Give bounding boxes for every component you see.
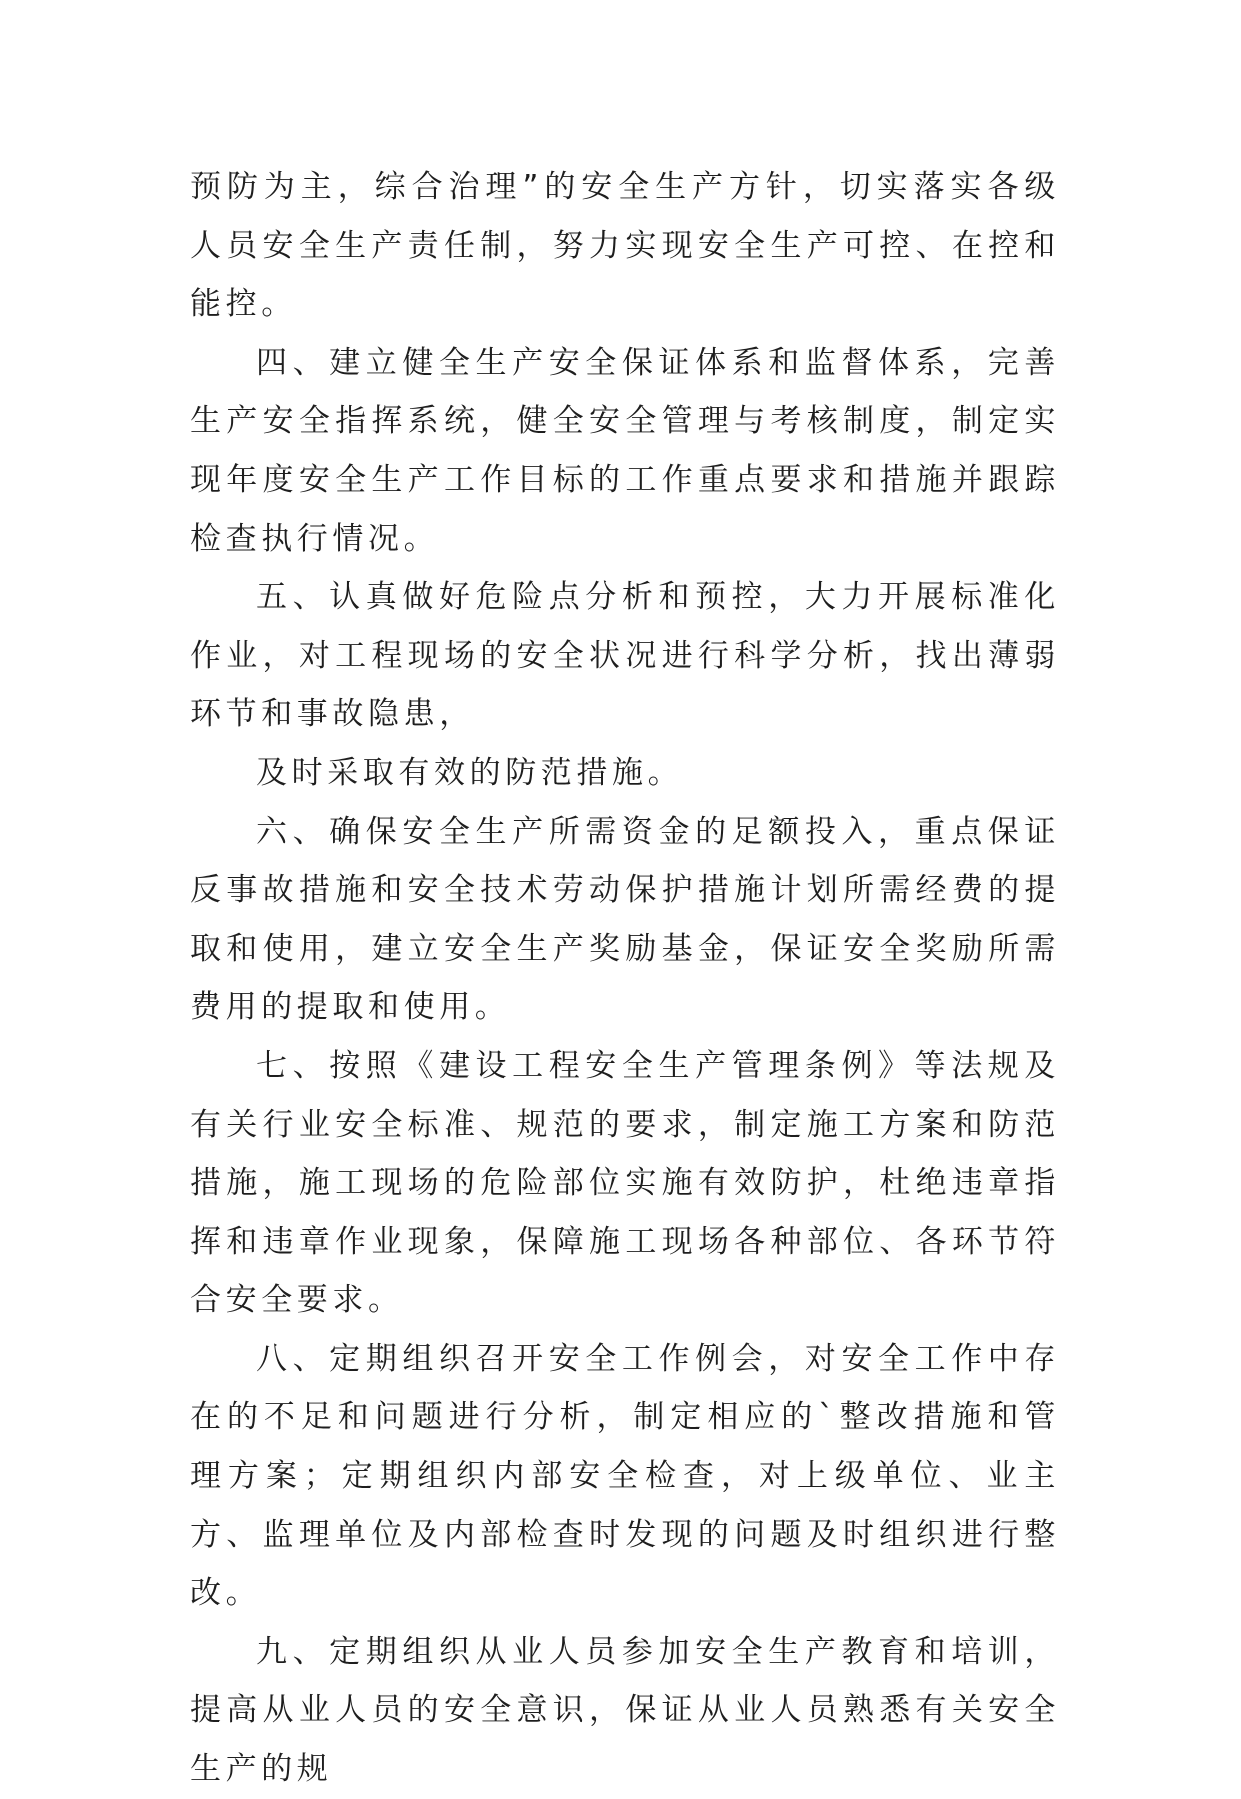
paragraph-item-4: 四、建立健全生产安全保证体系和监督体系，完善生产安全指挥系统，健全安全管理与考核制度，制定实现年度安全生产工作目标的工作重点要求和措施并跟踪检查执行情况。: [190, 344, 1060, 557]
paragraph-item-9: 九、定期组织从业人员参加安全生产教育和培训，提高从业人员的安全意识，保证从业人员熟悉有关安全生产的规: [190, 1633, 1060, 1788]
paragraph-item-5: 五、认真做好危险点分析和预控，大力开展标准化作业，对工程现场的安全状况进行科学分析，找出薄弱环节和事故隐患，: [190, 579, 1060, 733]
paragraph-item-7: 七、按照《建设工程安全生产管理条例》等法规及有关行业安全标准、规范的要求，制定施工方案和防范措施，施工现场的危险部位实施有效防护，杜绝违章指挥和违章作业现象，保障施工现场各种部位、各环节符合安全要求。: [190, 1047, 1060, 1319]
document-body: [190, 158, 1060, 1799]
paragraph-item-6: 六、确保安全生产所需资金的足额投入，重点保证反事故措施和安全技术劳动保护措施计划所需经费的提取和使用，建立安全生产奖励基金，保证安全奖励所需费用的提取和使用。: [190, 813, 1060, 1026]
paragraph-item-8: 八、定期组织召开安全工作例会，对安全工作中存在的不足和问题进行分析，制定相应的`整改措施和管理方案；定期组织内部安全检查，对上级单位、业主方、监理单位及内部检查时发现的问题及时组织进行整改。: [190, 1340, 1060, 1612]
paragraph-item-5-continued: 及时采取有效的防范措施。: [256, 754, 684, 791]
paragraph-continuation: 预防为主，综合治理”的安全生产方针，切实落实各级人员安全生产责任制，努力实现安全生产可控、在控和能控。: [190, 169, 1060, 323]
